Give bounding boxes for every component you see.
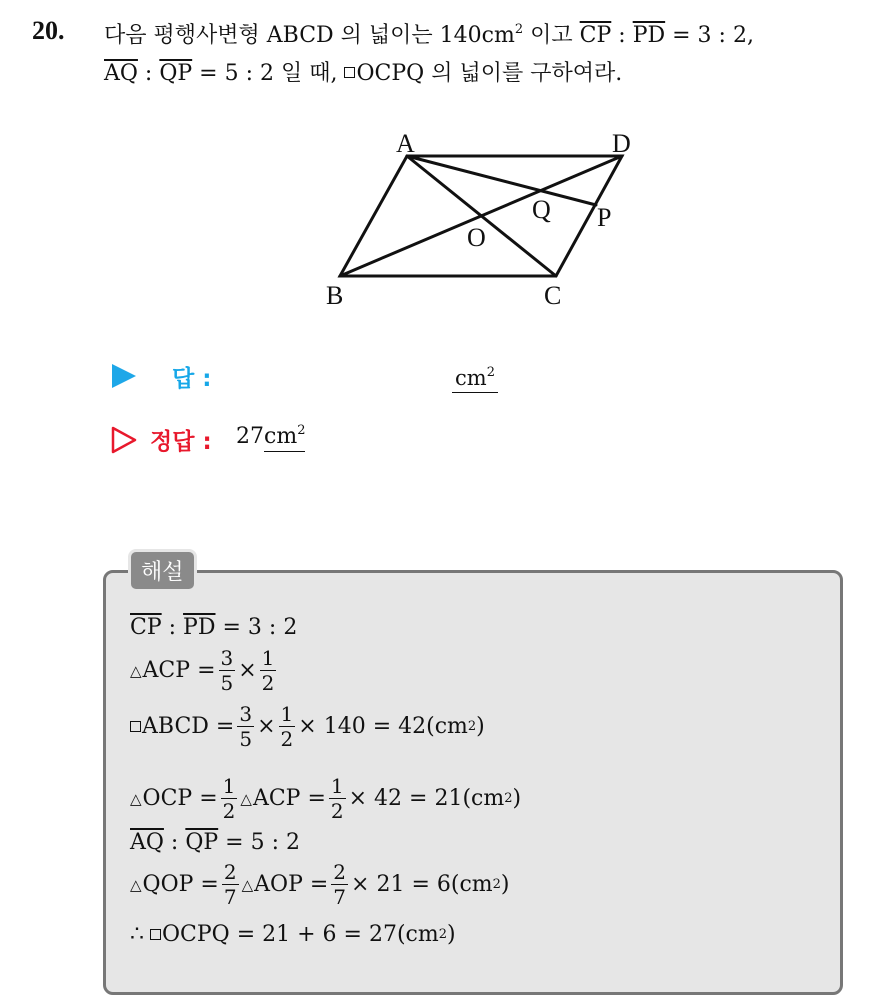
colon: : — [611, 23, 633, 48]
fraction — [260, 648, 277, 693]
segment-cp: $\overline{CP}$ — [130, 615, 162, 640]
square-symbol-icon — [130, 721, 141, 732]
correct-exponent: 2 — [297, 423, 306, 438]
fraction — [219, 648, 236, 693]
solution-line-7: ∴ OCPQ = 21 + 6 = 27( cm 2 ) — [130, 922, 456, 947]
expr-acp: ACP = — [252, 786, 326, 811]
expr-ocpq: OCPQ = 21 + 6 = 27( — [162, 922, 406, 947]
unit-cm: cm — [471, 786, 505, 811]
segment-aq: $\overline{AQ}$ — [130, 830, 164, 855]
segment-pd: $\overline{PD}$ — [183, 615, 216, 640]
denominator: 7 — [333, 885, 347, 909]
close-paren: ) — [476, 714, 485, 739]
numerator: 1 — [222, 774, 236, 798]
fraction — [279, 704, 296, 749]
colon: : — [137, 61, 160, 86]
correct-label: 정답 : — [150, 429, 212, 455]
segment-qp: $\overline{QP}$ — [159, 61, 193, 86]
label-q: Q — [532, 195, 551, 224]
solution-line-5 — [130, 830, 300, 855]
denominator: 2 — [280, 727, 294, 751]
square-symbol-icon — [344, 67, 355, 78]
numerator: 3 — [239, 702, 253, 726]
times: × — [238, 658, 257, 683]
colon: : — [163, 830, 186, 855]
ratio-text: = 3 : 2, — [665, 23, 754, 48]
expr-ocp: OCP = — [142, 786, 218, 811]
triangle-icon: △ — [130, 875, 142, 894]
solution-line-6: △ QOP = $\frac{2}{7}$ △ AOP = $\frac{2}{7}$ × 21 = 6( cm 2 ) — [130, 860, 510, 909]
segment-pd: $\overline{PD}$ — [632, 23, 666, 48]
correct-unit: cm — [264, 424, 298, 449]
label-c: C — [544, 281, 562, 310]
answer-blank[interactable] — [452, 366, 498, 393]
parallelogram-figure — [310, 118, 650, 318]
question-line-1 — [104, 18, 754, 49]
numerator: 2 — [333, 860, 347, 884]
expr-aop: AOP = — [254, 872, 329, 897]
answer-label: 답 : — [172, 366, 212, 392]
label-a: A — [396, 129, 415, 158]
correct-number: 27 — [236, 424, 264, 449]
triangle-icon: △ — [241, 875, 254, 894]
denominator: 2 — [261, 671, 275, 695]
therefore: ∴ — [130, 922, 144, 947]
square-symbol-icon — [150, 929, 161, 940]
fraction — [237, 704, 254, 749]
numerator: 1 — [261, 646, 275, 670]
colon: : — [161, 615, 184, 640]
correct-arrow-icon — [110, 425, 138, 455]
triangle-icon: △ — [240, 789, 252, 808]
label-d: D — [612, 129, 631, 158]
fraction — [221, 776, 238, 821]
expr-rest: × 42 = 21( — [348, 786, 472, 811]
unit-cm: cm — [434, 714, 468, 739]
denominator: 2 — [330, 799, 344, 823]
denominator: 2 — [222, 799, 236, 823]
expr-rest: × 140 = 42( — [298, 714, 435, 739]
numerator: 3 — [220, 646, 234, 670]
numerator: 2 — [223, 860, 237, 884]
solution-line-3: ABCD = $\frac{3}{5}$ × $\frac{1}{2}$ × 140 = 42( cm 2 ) — [130, 704, 485, 749]
close-paren: ) — [500, 872, 510, 897]
expr-qop: QOP = — [142, 872, 219, 897]
denominator: 5 — [239, 727, 253, 751]
segment-qp: $\overline{QP}$ — [185, 830, 219, 855]
expr-acp: ACP = — [142, 658, 216, 683]
question-text-4: 의 넓이를 구하여라. — [424, 61, 623, 86]
triangle-icon: △ — [130, 661, 142, 680]
question-line-2 — [104, 56, 622, 87]
answer-exponent: 2 — [486, 365, 495, 380]
unit-cm: cm — [481, 23, 515, 48]
denominator: 7 — [223, 885, 237, 909]
fraction — [329, 776, 346, 821]
label-p: P — [597, 203, 612, 232]
question-text-1: 다음 평행사변형 ABCD 의 넓이는 140 — [104, 23, 482, 48]
question-number: 20. — [32, 16, 65, 45]
answer-unit: cm — [455, 366, 487, 390]
close-paren: ) — [512, 786, 522, 811]
correct-value — [236, 424, 305, 449]
ratio: = 3 : 2 — [215, 615, 298, 640]
solution-line-4: △ OCP = $\frac{1}{2}$ △ ACP = $\frac{1}{2}$ × 42 = 21( cm 2 ) — [130, 774, 522, 823]
expr-abcd: ABCD = — [142, 714, 235, 739]
ratio: = 5 : 2 — [218, 830, 300, 855]
question-text-3: = 5 : 2 일 때, — [192, 61, 345, 86]
fraction — [331, 862, 348, 907]
numerator: 1 — [330, 774, 344, 798]
unit-cm: cm — [459, 872, 493, 897]
solution-line-2 — [130, 648, 279, 693]
solution-tag: 해설 — [128, 549, 197, 592]
denominator: 5 — [220, 671, 234, 695]
segment-cp: $\overline{CP}$ — [579, 23, 612, 48]
answer-arrow-icon — [112, 364, 136, 388]
solution-line-1 — [130, 615, 297, 640]
close-paren: ) — [447, 922, 456, 947]
numerator: 1 — [280, 702, 294, 726]
expr-rest: × 21 = 6( — [351, 872, 460, 897]
label-o: O — [467, 223, 486, 252]
fraction — [222, 862, 239, 907]
unit-cm: cm — [405, 922, 439, 947]
exponent: 2 — [514, 22, 524, 37]
quad-ocpq: OCPQ — [356, 61, 425, 86]
question-text-2: 이고 — [523, 23, 580, 48]
label-b: B — [326, 281, 344, 310]
segment-aq: $\overline{AQ}$ — [104, 61, 138, 86]
triangle-icon: △ — [130, 789, 142, 808]
times: × — [257, 714, 276, 739]
